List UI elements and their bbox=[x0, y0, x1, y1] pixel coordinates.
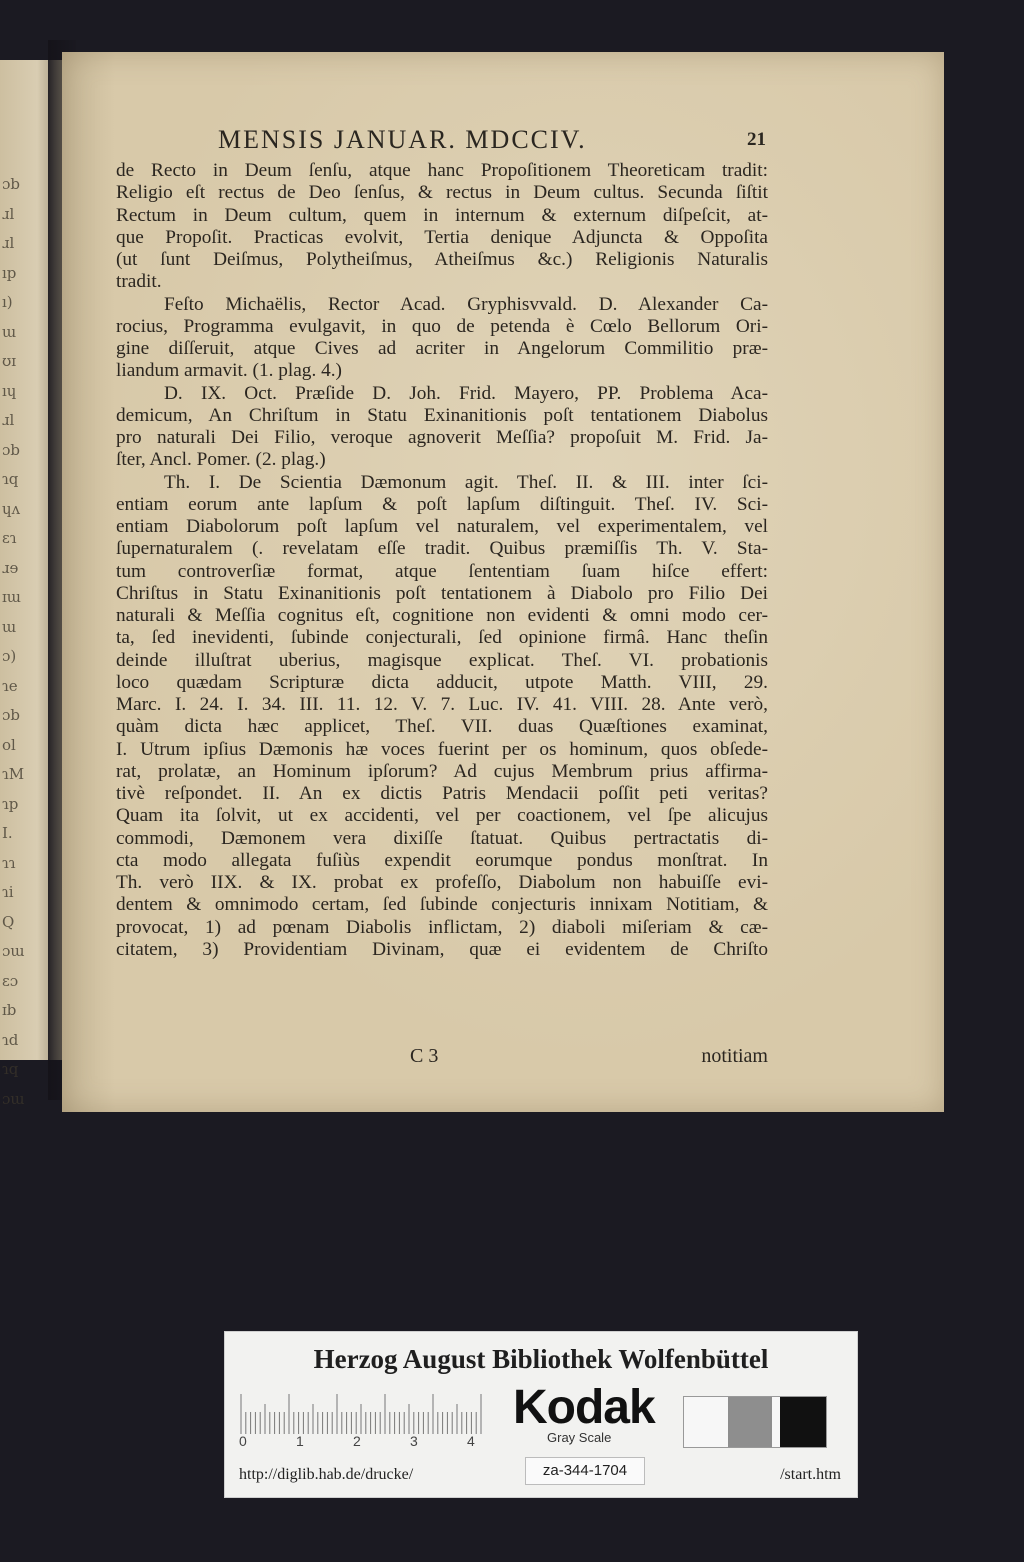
text-line: provocat, 1) ad pœnam Diabolis inflictam, 2) diaboli miſeriam & cæ- bbox=[116, 916, 768, 938]
text-line: dentem & omnimodo certam, ſed ſubinde conjecturis innixam Notitiam, & bbox=[116, 894, 768, 916]
text-line: que Propoſit. Practicas evolvit, Tertia denique Adjuncta & Oppoſita bbox=[116, 226, 768, 248]
text-line: (ut ſunt Deiſmus, Polytheiſmus, Atheiſmus &c.) Religionis Naturalis bbox=[116, 249, 768, 270]
facing-glyph: ɹl bbox=[2, 234, 15, 252]
gray-scale-swatches bbox=[683, 1396, 827, 1448]
text-line: Chriſtus in Statu Exinanitionis poſt tentationem à Diabolo pro Filio Dei bbox=[116, 582, 768, 604]
facing-glyph: ɿq bbox=[2, 470, 19, 488]
facing-glyph: ɛɿ bbox=[2, 529, 17, 547]
ruler-number: 4 bbox=[467, 1433, 475, 1449]
ruler-number: 3 bbox=[410, 1433, 418, 1449]
facing-glyph: ɿM bbox=[2, 765, 25, 783]
facing-glyph: ɯ bbox=[2, 617, 17, 636]
text-line: naturali & Meſſia cognitus eſt, cognitione non evidenti & omni modo cer- bbox=[116, 605, 768, 626]
catchword: notitiam bbox=[701, 1045, 768, 1067]
signature-mark: C 3 bbox=[410, 1045, 439, 1067]
text-line: de Recto in Deum ſenſu, atque hanc Propoſitionem Theoreticam tradit: bbox=[116, 160, 768, 181]
text-line: cta modo allegata fuſiùs expendit eorumque pondus monſtrat. In bbox=[116, 849, 768, 871]
shelfmark-code: za-344-1704 bbox=[525, 1457, 645, 1485]
facing-glyph: ɔɯ bbox=[2, 1089, 25, 1108]
facing-glyph: ı) bbox=[2, 293, 13, 311]
library-name: Herzog August Bibliothek Wolfenbüttel bbox=[313, 1344, 769, 1374]
ruler-number: 0 bbox=[239, 1433, 247, 1449]
text-line: tradit. bbox=[116, 271, 162, 293]
text-line: loco quædam Scripturæ dicta adducit, utpote Matth. VIII, 29. bbox=[116, 671, 768, 693]
ruler-numbers bbox=[239, 1433, 499, 1453]
facing-glyph: ɯ bbox=[2, 322, 17, 341]
facing-glyph: ɹl bbox=[2, 411, 15, 429]
facing-glyph: ɿi bbox=[2, 883, 14, 901]
kodak-logo: Kodak bbox=[513, 1381, 655, 1434]
facing-glyph: ıɥ bbox=[2, 381, 17, 400]
text-line: I. Utrum ipſius Dæmonis hæ voces fuerint per os hominum, quos obſede- bbox=[116, 738, 768, 760]
page-header bbox=[218, 125, 766, 159]
page-body-text bbox=[116, 160, 768, 961]
swatch-black bbox=[780, 1397, 826, 1447]
text-line: Marc. I. 24. I. 34. III. 11. 12. V. 7. Luc. IV. 41. VIII. 28. Ante verò, bbox=[116, 694, 768, 715]
page-footer bbox=[116, 1045, 768, 1069]
swatch-gray bbox=[728, 1397, 772, 1447]
text-line: Quam ita ſolvit, ut ex accidenti, vel per coactionem, vel ſpe alicujus bbox=[116, 805, 768, 827]
text-line: entiam Diabolorum poſt lapſum vel naturalem, vel experimentalem, vel bbox=[116, 516, 768, 537]
text-line: rat, prolatæ, an Hominum ipſorum? Ad cujus Membrum prius affirma- bbox=[116, 760, 768, 782]
text-line: rocius, Programma evulgavit, in quo de petenda è Cœlo Bellorum Ori- bbox=[116, 315, 768, 337]
text-line: Th. verò IIX. & IX. probat ex profeſſo, Diabolum non habuiſſe evi- bbox=[116, 872, 768, 893]
text-line: citatem, 3) Providentiam Divinam, quæ ei evidentem de Chriſto bbox=[116, 938, 768, 960]
text-line: entiam eorum ante lapſum & poſt lapſum diſtinguit. Theſ. IV. Sci- bbox=[116, 493, 768, 515]
url-right: /start.htm bbox=[780, 1466, 841, 1483]
swatch-white bbox=[684, 1397, 722, 1447]
facing-glyph: ɿɿ bbox=[2, 853, 16, 872]
facing-glyph: ɿp bbox=[2, 794, 19, 813]
gray-scale-label: Gray Scale bbox=[547, 1430, 612, 1445]
text-line: deinde illuſtrat uberius, magisque explicat. Theſ. VI. probationis bbox=[116, 649, 768, 671]
color-scale-card bbox=[224, 1331, 858, 1498]
facing-glyph: ɿe bbox=[2, 676, 18, 695]
facing-glyph: I. bbox=[2, 824, 13, 842]
facing-glyph: ɔb bbox=[2, 440, 21, 459]
running-head: MENSIS JANUAR. MDCCIV. bbox=[218, 125, 587, 154]
facing-glyph: ɛɔ bbox=[2, 971, 19, 990]
ruler-scale bbox=[239, 1390, 487, 1434]
page-number: 21 bbox=[747, 129, 766, 150]
text-line: gine diſſeruit, atque Cives ad acriter in Angelorum Commilitio præ- bbox=[116, 338, 768, 359]
text-line: demicum, An Chriſtum in Statu Exinanitionis poſt tentationem Diabolus bbox=[116, 404, 768, 426]
text-line: Feſto Michaëlis, Rector Acad. Gryphisvvald. D. Alexander Ca- bbox=[164, 293, 768, 315]
text-line: quàm dicta hæc applicet, Theſ. VII. duas Quæſtiones examinat, bbox=[116, 716, 768, 738]
ruler-number: 2 bbox=[353, 1433, 361, 1449]
facing-glyph: ɔb bbox=[2, 175, 21, 193]
text-line: Th. I. De Scientia Dæmonum agit. Theſ. II. & III. inter ſci- bbox=[164, 471, 768, 493]
facing-glyph: ɥʌ bbox=[2, 499, 21, 518]
text-line: commodi, Dæmonem vera dixiſſe ſtatuat. Quibus pertractatis di- bbox=[116, 827, 768, 849]
text-line: D. IX. Oct. Præſide D. Joh. Frid. Mayero, PP. Problema Aca- bbox=[164, 382, 768, 404]
text-line: ſter, Ancl. Pomer. (2. plag.) bbox=[116, 449, 326, 471]
facing-glyph: ʊɪ bbox=[2, 352, 17, 370]
facing-glyph: ɹl bbox=[2, 204, 15, 223]
ruler-number: 1 bbox=[296, 1433, 304, 1449]
text-line: tum controverſiæ format, atque ſententiam ſuam hiſce effert: bbox=[116, 560, 768, 582]
facing-glyph: ıp bbox=[2, 263, 17, 282]
text-line: Rectum in Deum cultum, quem in internum & externum diſpeſcit, at- bbox=[116, 204, 768, 226]
facing-glyph: ɔb bbox=[2, 706, 21, 724]
text-line: Religio eſt rectus de Deo ſenſus, & rectus in Deum cultus. Secunda ſiſtit bbox=[116, 182, 768, 204]
text-line: ta, ſed inevidenti, ſubinde conjecturali, ſed opinione firmâ. Hanc theſin bbox=[116, 627, 768, 649]
facing-glyph: ɪb bbox=[2, 1001, 17, 1019]
facing-glyph: Q bbox=[2, 912, 15, 931]
facing-glyph: ɿq bbox=[2, 1060, 19, 1078]
text-line: liandum armavit. (1. plag. 4.) bbox=[116, 360, 342, 382]
facing-glyph: ɪɯ bbox=[2, 588, 22, 606]
text-line: pro naturali Dei Filio, veroque agnoverit Meſſia? propoſuit M. Frid. Ja- bbox=[116, 427, 768, 448]
url-left: http://diglib.hab.de/drucke/ bbox=[239, 1466, 414, 1483]
text-line: ſupernaturalem (. revelatam eſſe tradit. Quibus præmiſſis Th. V. Sta- bbox=[116, 538, 768, 560]
facing-glyph: ɹɘ bbox=[2, 558, 19, 577]
facing-glyph: ɔ) bbox=[2, 647, 17, 665]
text-line: tivè reſpondet. II. An ex dictis Patris Mendacii poſſit peti veritas? bbox=[116, 783, 768, 804]
facing-glyph: ɿd bbox=[2, 1030, 19, 1049]
facing-glyph: ol bbox=[2, 735, 16, 754]
facing-glyph: ɔɯ bbox=[2, 942, 25, 960]
